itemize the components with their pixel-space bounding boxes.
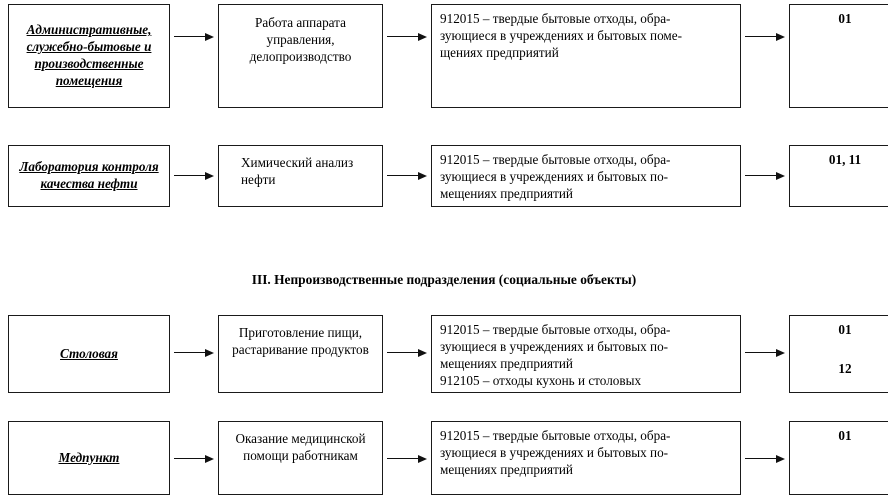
code-value: 01 xyxy=(838,428,852,443)
arrow-icon-1-3 xyxy=(745,32,785,41)
waste-line: мещениях предприятий xyxy=(440,461,573,477)
arrow-cell-2-3 xyxy=(741,145,789,207)
arrow-icon-3-1 xyxy=(174,348,214,357)
code-value: 01, 11 xyxy=(828,152,862,167)
arrow-cell-1-2 xyxy=(383,4,431,108)
waste-line: 912015 – твердые бытовые отходы, обра- xyxy=(440,152,671,167)
code-box-1 xyxy=(789,4,888,108)
diagram-row-1 xyxy=(8,4,888,108)
waste-line: 912015 – твердые бытовые отходы, обра- xyxy=(440,11,671,26)
unit-label-4: Медпункт xyxy=(58,449,120,465)
waste-box-2 xyxy=(431,145,741,207)
activity-box-1 xyxy=(218,4,383,108)
activity-box-3 xyxy=(218,315,383,393)
arrow-cell-3-3 xyxy=(741,315,789,393)
activity-label-4: Оказание медицинской помощи работникам xyxy=(235,431,366,463)
unit-label-3: Столовая xyxy=(60,345,118,361)
code-box-3 xyxy=(789,315,888,393)
waste-line: 912015 – твердые бытовые отходы, обра- xyxy=(440,428,671,443)
arrow-cell-1-1 xyxy=(170,4,218,108)
waste-box-4 xyxy=(431,421,741,495)
unit-box-1 xyxy=(8,4,170,108)
waste-line: щениях предприятий xyxy=(440,44,559,60)
waste-line: зующиеся в учреждениях и бытовых по- xyxy=(440,338,669,354)
arrow-icon-3-2 xyxy=(387,348,427,357)
activity-label-1: Работа аппарата управления, делопроизводство xyxy=(249,15,352,64)
arrow-icon-2-2 xyxy=(387,171,427,180)
arrow-cell-4-1 xyxy=(170,421,218,495)
code-value: 01 xyxy=(838,11,852,26)
waste-line: мещениях предприятий xyxy=(440,355,573,371)
waste-line: зующиеся в учреждениях и бытовых по- xyxy=(440,444,669,460)
arrow-icon-2-3 xyxy=(745,171,785,180)
waste-line: зующиеся в учреждениях и бытовых по- xyxy=(440,168,669,184)
code-box-4 xyxy=(789,421,888,495)
unit-box-2 xyxy=(8,145,170,207)
arrow-icon-4-2 xyxy=(387,454,427,463)
diagram-row-4 xyxy=(8,421,888,495)
arrow-cell-4-2 xyxy=(383,421,431,495)
arrow-cell-3-1 xyxy=(170,315,218,393)
arrow-icon-1-2 xyxy=(387,32,427,41)
activity-label-2: Химический анализ нефти xyxy=(241,155,354,187)
waste-line: 912015 – твердые бытовые отходы, обра- xyxy=(440,322,671,337)
unit-label-2: Лаборатория контроля качества нефти xyxy=(19,159,159,191)
arrow-cell-1-3 xyxy=(741,4,789,108)
diagram-row-2 xyxy=(8,145,888,207)
waste-box-1 xyxy=(431,4,741,108)
unit-label-1: Административные, служебно-бытовые и производственные помещения xyxy=(26,22,152,88)
arrow-icon-2-1 xyxy=(174,171,214,180)
waste-line: зующиеся в учреждениях и бытовых поме- xyxy=(440,27,683,43)
code-value: 12 xyxy=(838,360,852,376)
code-box-2 xyxy=(789,145,888,207)
code-value: 01 xyxy=(838,322,852,337)
waste-line: мещениях предприятий xyxy=(440,185,573,201)
arrow-cell-2-1 xyxy=(170,145,218,207)
arrow-icon-1-1 xyxy=(174,32,214,41)
unit-box-3 xyxy=(8,315,170,393)
arrow-cell-4-3 xyxy=(741,421,789,495)
waste-box-3 xyxy=(431,315,741,393)
activity-label-3: Приготовление пищи, растаривание продуктов xyxy=(232,325,369,357)
arrow-icon-4-1 xyxy=(174,454,214,463)
arrow-icon-3-3 xyxy=(745,348,785,357)
unit-box-4 xyxy=(8,421,170,495)
activity-box-2 xyxy=(218,145,383,207)
arrow-cell-3-2 xyxy=(383,315,431,393)
arrow-cell-2-2 xyxy=(383,145,431,207)
waste-line: 912105 – отходы кухонь и столовых xyxy=(440,372,642,388)
activity-box-4 xyxy=(218,421,383,495)
arrow-icon-4-3 xyxy=(745,454,785,463)
section-heading: III. Непроизводственные подразделения (социальные объекты) xyxy=(251,272,637,287)
diagram-row-3 xyxy=(8,315,888,393)
